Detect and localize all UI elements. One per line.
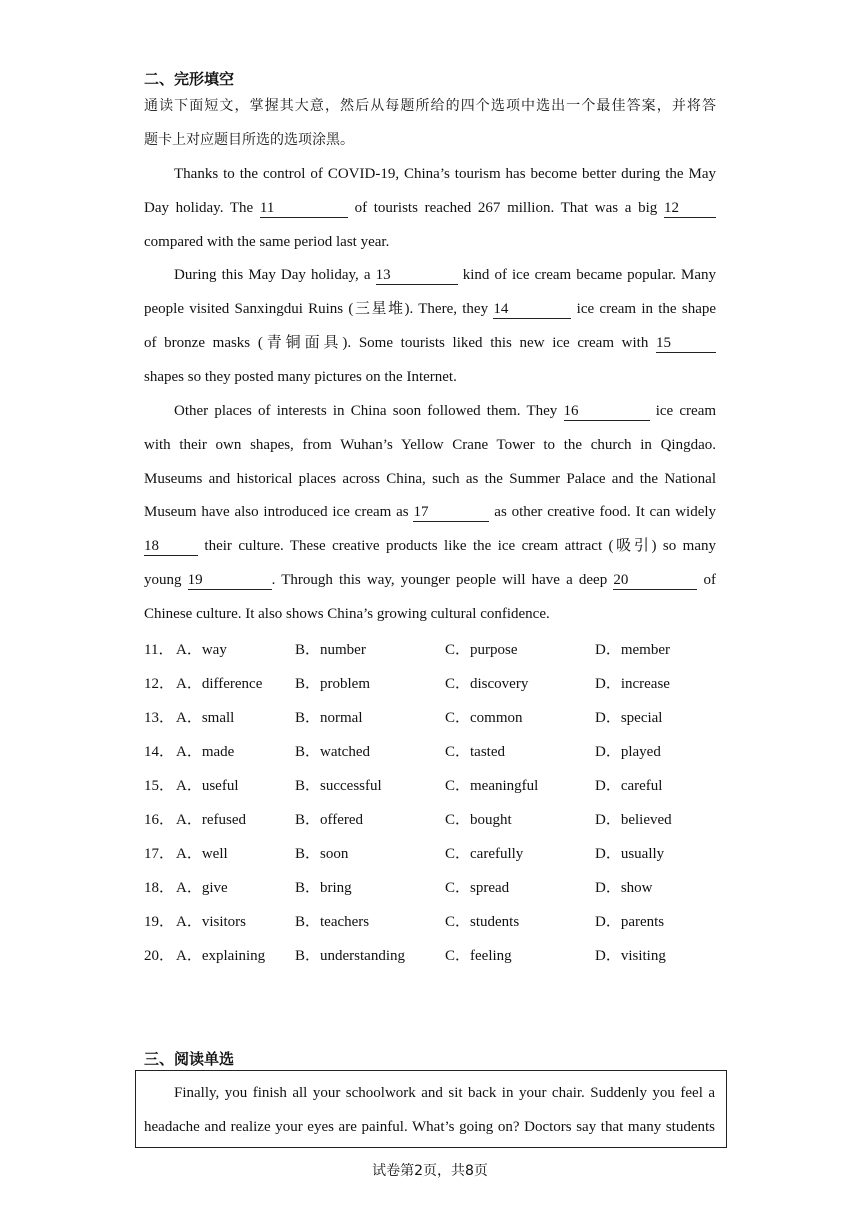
option-a[interactable]: A．small xyxy=(176,710,235,726)
blank-12: 12 xyxy=(664,200,716,218)
option-c[interactable]: C．tasted xyxy=(445,744,505,760)
reading-passage-box xyxy=(135,1070,727,1148)
question-number: 17． xyxy=(144,846,175,862)
option-c[interactable]: C．feeling xyxy=(445,948,512,964)
passage-text: of tourists reached 267 million. That was a big xyxy=(354,200,658,216)
blank-11: 11 xyxy=(260,200,348,218)
option-a[interactable]: A．made xyxy=(176,744,235,760)
passage-line-4 xyxy=(174,265,716,285)
option-b[interactable]: B．bring xyxy=(295,880,352,896)
option-c[interactable]: C．bought xyxy=(445,812,512,828)
option-b[interactable]: B．understanding xyxy=(295,948,405,964)
option-a[interactable]: A．well xyxy=(176,846,228,862)
passage-line-2 xyxy=(144,198,716,218)
question-number: 18． xyxy=(144,880,175,896)
option-d[interactable]: D．special xyxy=(595,710,663,726)
blank-16: 16 xyxy=(564,403,650,421)
blank-20: 20 xyxy=(613,572,697,590)
option-b[interactable]: B．soon xyxy=(295,846,349,862)
question-number: 11． xyxy=(144,642,174,658)
option-row xyxy=(144,672,744,692)
passage-text: Day holiday. The xyxy=(144,200,254,216)
blank-18: 18 xyxy=(144,538,198,556)
section-2-title: 二、完形填空 xyxy=(144,70,235,88)
passage-line-13 xyxy=(144,570,716,590)
option-a[interactable]: A．visitors xyxy=(176,914,247,930)
option-b[interactable]: B．number xyxy=(295,642,366,658)
passage-line-3: compared with the same period last year. xyxy=(144,234,390,250)
option-b[interactable]: B．teachers xyxy=(295,914,370,930)
passage-text: as other creative food. It can widely xyxy=(494,504,717,520)
passage-line-14: Chinese culture. It also shows China’s growing cultural confidence. xyxy=(144,606,550,622)
reading-line-2: headache and realize your eyes are painful. What’s going on? Doctors say that many students xyxy=(144,1119,715,1135)
option-b[interactable]: B．offered xyxy=(295,812,364,828)
option-a[interactable]: A．give xyxy=(176,880,228,896)
question-number: 13． xyxy=(144,710,175,726)
option-row xyxy=(144,638,744,658)
section-3-title: 三、阅读单选 xyxy=(144,1050,235,1068)
option-c[interactable]: C．students xyxy=(445,914,520,930)
option-b[interactable]: B．successful xyxy=(295,778,382,794)
option-c[interactable]: C．meaningful xyxy=(445,778,539,794)
passage-line-6 xyxy=(144,333,716,353)
option-a[interactable]: A．explaining xyxy=(176,948,266,964)
passage-text: . Through this way, younger people will have a deep xyxy=(271,572,608,588)
question-number: 16． xyxy=(144,812,175,828)
option-b[interactable]: B．watched xyxy=(295,744,370,760)
passage-text: During this May Day holiday, a xyxy=(174,267,371,283)
reading-line-1: Finally, you finish all your schoolwork and sit back in your chair. Suddenly you feel a xyxy=(174,1085,715,1101)
instruction-line-1: 通读下面短文，掌握其大意，然后从每题所给的四个选项中选出一个最佳答案，并将答 xyxy=(144,98,716,114)
option-row xyxy=(144,774,744,794)
option-a[interactable]: A．way xyxy=(176,642,227,658)
option-row xyxy=(144,910,744,930)
page-footer: 试卷第2页，共8页 xyxy=(372,1163,488,1179)
question-number: 12． xyxy=(144,676,175,692)
option-a[interactable]: A．difference xyxy=(176,676,263,692)
question-number: 14． xyxy=(144,744,175,760)
option-b[interactable]: B．normal xyxy=(295,710,363,726)
option-d[interactable]: D．increase xyxy=(595,676,670,692)
passage-line-1: Thanks to the control of COVID-19, China’s tourism has become better during the May xyxy=(174,166,716,182)
passage-text: kind of ice cream became popular. Many xyxy=(462,267,717,283)
question-number: 20． xyxy=(144,948,175,964)
option-d[interactable]: D．visiting xyxy=(595,948,666,964)
passage-text: ice cream in the shape xyxy=(576,301,717,317)
passage-line-12 xyxy=(144,536,716,556)
blank-17: 17 xyxy=(413,504,489,522)
option-d[interactable]: D．usually xyxy=(595,846,665,862)
option-row xyxy=(144,706,744,726)
option-d[interactable]: D．played xyxy=(595,744,661,760)
passage-text: of xyxy=(703,572,716,588)
passage-line-9: with their own shapes, from Wuhan’s Yellow Crane Tower to the church in Qingdao. xyxy=(144,437,716,453)
passage-text: people visited Sanxingdui Ruins (三星堆). There, they xyxy=(144,301,489,317)
passage-text: Other places of interests in China soon followed them. They xyxy=(174,403,558,419)
passage-line-8 xyxy=(174,401,716,421)
instruction-line-2: 题卡上对应题目所选的选项涂黑。 xyxy=(144,132,354,148)
option-row xyxy=(144,808,744,828)
passage-line-10: Museums and historical places across China, such as the Summer Palace and the National xyxy=(144,471,716,487)
blank-13: 13 xyxy=(376,267,458,285)
passage-text: of bronze masks (青铜面具). Some tourists liked this new ice cream with xyxy=(144,335,649,351)
option-a[interactable]: A．refused xyxy=(176,812,246,828)
question-number: 19． xyxy=(144,914,175,930)
blank-14: 14 xyxy=(493,301,571,319)
passage-line-5 xyxy=(144,299,716,319)
option-d[interactable]: D．believed xyxy=(595,812,672,828)
option-b[interactable]: B．problem xyxy=(295,676,370,692)
option-d[interactable]: D．show xyxy=(595,880,653,896)
option-c[interactable]: C．purpose xyxy=(445,642,518,658)
passage-line-7: shapes so they posted many pictures on the Internet. xyxy=(144,369,457,385)
blank-15: 15 xyxy=(656,335,716,353)
option-a[interactable]: A．useful xyxy=(176,778,239,794)
passage-text: young xyxy=(144,572,182,588)
option-row xyxy=(144,842,744,862)
passage-text: ice cream xyxy=(655,403,717,419)
option-d[interactable]: D．careful xyxy=(595,778,663,794)
option-c[interactable]: C．carefully xyxy=(445,846,524,862)
option-c[interactable]: C．spread xyxy=(445,880,510,896)
passage-line-11 xyxy=(144,502,716,522)
option-row xyxy=(144,740,744,760)
question-number: 15． xyxy=(144,778,175,794)
option-d[interactable]: D．parents xyxy=(595,914,665,930)
blank-19: 19 xyxy=(188,572,272,590)
passage-text: their culture. These creative products like the ice cream attract (吸引) so many xyxy=(204,538,717,554)
option-c[interactable]: C．common xyxy=(445,710,523,726)
option-c[interactable]: C．discovery xyxy=(445,676,529,692)
option-row xyxy=(144,944,744,964)
passage-text: Museum have also introduced ice cream as xyxy=(144,504,409,520)
option-row xyxy=(144,876,744,896)
option-d[interactable]: D．member xyxy=(595,642,670,658)
